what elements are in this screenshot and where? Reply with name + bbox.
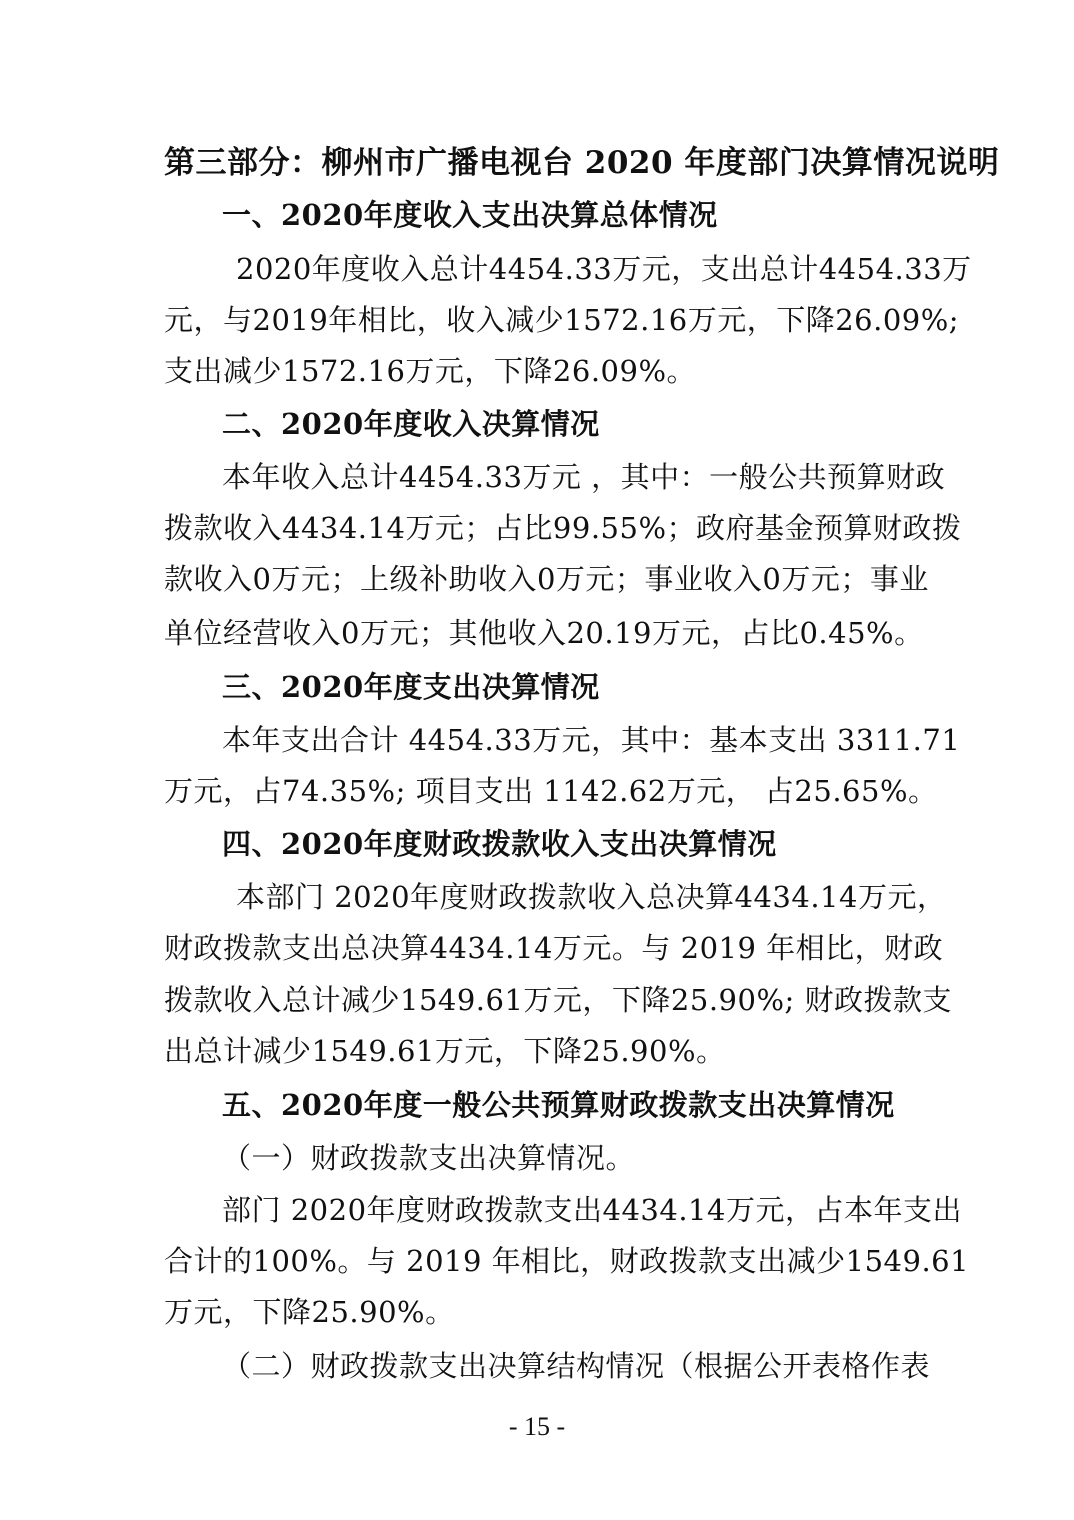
section-5-line-5: （二）财政拨款支出决算结构情况（根据公开表格作表 [222,1349,931,1383]
section-5-line-2: 部门 2020年度财政拨款支出4434.14万元，占本年支出 [222,1193,962,1227]
section-4-line-3: 拨款收入总计减少1549.61万元，下降25.90%; 财政拨款支 [164,983,952,1017]
document-title: 第三部分：柳州市广播电视台 2020 年度部门决算情况说明 [164,145,1000,181]
section-1-line-3: 支出减少1572.16万元，下降26.09%。 [164,354,696,388]
section-heading-5: 五、2020年度一般公共预算财政拨款支出决算情况 [222,1088,895,1122]
section-5-line-3: 合计的100%。与 2019 年相比，财政拨款支出减少1549.61 [164,1244,970,1278]
section-1-line-1: 2020年度收入总计4454.33万元，支出总计4454.33万 [236,252,972,286]
section-5-line-1: （一）财政拨款支出决算情况。 [222,1141,636,1175]
section-heading-3: 三、2020年度支出决算情况 [222,670,600,704]
section-5-line-4: 万元，下降25.90%。 [164,1295,455,1329]
page-number: - 15 - [508,1412,566,1441]
section-heading-2: 二、2020年度收入决算情况 [222,407,600,441]
section-4-line-4: 出总计减少1549.61万元，下降25.90%。 [164,1034,726,1068]
section-3-line-2: 万元，占74.35%; 项目支出 1142.62万元， 占25.65%。 [164,774,938,808]
section-heading-4: 四、2020年度财政拨款收入支出决算情况 [222,827,777,861]
section-2-line-3: 款收入0万元；上级补助收入0万元；事业收入0万元；事业 [164,562,929,596]
section-4-line-2: 财政拨款支出总决算4434.14万元。与 2019 年相比，财政 [164,931,944,965]
section-4-line-1: 本部门 2020年度财政拨款收入总决算4434.14万元， [236,880,947,914]
section-2-line-4: 单位经营收入0万元；其他收入20.19万元，占比0.45%。 [164,616,924,650]
section-1-line-2: 元，与2019年相比，收入减少1572.16万元，下降26.09%; [164,303,960,337]
section-3-line-1: 本年支出合计 4454.33万元，其中：基本支出 3311.71 [222,723,961,757]
section-heading-1: 一、2020年度收入支出决算总体情况 [222,198,718,232]
section-2-line-2: 拨款收入4434.14万元；占比99.55%；政府基金预算财政拨 [164,511,962,545]
section-2-line-1: 本年收入总计4454.33万元 ，其中：一般公共预算财政 [222,460,946,494]
